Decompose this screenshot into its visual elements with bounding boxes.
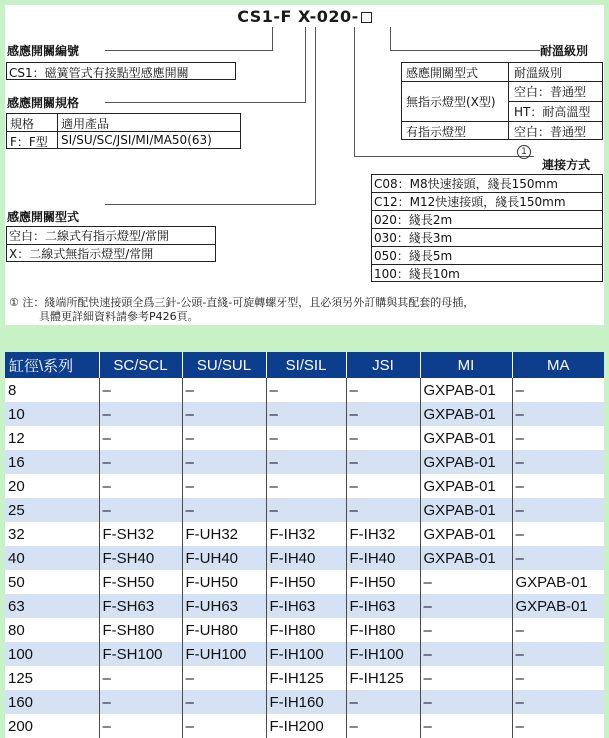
- connector-row: C12：M12快速接頭，綫長150mm: [372, 193, 602, 211]
- cell-bore: 8: [5, 378, 99, 402]
- option-box-icon: [361, 12, 372, 23]
- cell-sc-scl: –: [99, 450, 182, 474]
- connector-row: 100：綫長10m: [374, 267, 460, 281]
- cell-si-sil: –: [266, 426, 346, 450]
- cell-jsi: –: [346, 714, 420, 738]
- header-bore-series: 缸徑\系列: [5, 352, 99, 378]
- cell-si-sil: –: [266, 402, 346, 426]
- cell-sc-scl: –: [99, 378, 182, 402]
- cell-si-sil: –: [266, 498, 346, 522]
- cell-ma: GXPAB-01: [512, 570, 604, 594]
- cell-si-sil: –: [266, 474, 346, 498]
- cell-si-sil: F-IH100: [266, 642, 346, 666]
- note-marker-icon: 1: [517, 145, 531, 159]
- cell-bore: 20: [5, 474, 99, 498]
- switch-model-value: CS1：磁簧管式有接點型感應開關: [9, 66, 189, 80]
- cell-bore: 160: [5, 690, 99, 714]
- header-su-sul: SU/SUL: [182, 352, 266, 378]
- cell-sc-scl: –: [99, 690, 182, 714]
- cell-sc-scl: F-SH63: [99, 594, 182, 618]
- switch-type-box: [6, 226, 216, 262]
- switch-type-row-1: 空白：二線式有指示燈型/常開: [7, 227, 215, 245]
- cell-ma: –: [512, 450, 604, 474]
- cell-ma: –: [512, 618, 604, 642]
- cell-bore: 25: [5, 498, 99, 522]
- temp-header-left: 感應開關型式: [406, 66, 479, 80]
- sensor-selection-table: [5, 352, 604, 738]
- cell-si-sil: –: [266, 450, 346, 474]
- cell-ma: –: [512, 642, 604, 666]
- table-row: [5, 714, 604, 738]
- header-sc-scl: SC/SCL: [99, 352, 182, 378]
- cell-ma: –: [512, 402, 604, 426]
- cell-su-sul: –: [182, 450, 266, 474]
- cell-jsi: –: [346, 426, 420, 450]
- cell-mi: GXPAB-01: [420, 522, 512, 546]
- cell-sc-scl: F-SH100: [99, 642, 182, 666]
- leader-line: [354, 27, 355, 157]
- cell-sc-scl: –: [99, 402, 182, 426]
- leader-line: [105, 50, 273, 51]
- cell-su-sul: –: [182, 402, 266, 426]
- cell-sc-scl: –: [99, 666, 182, 690]
- cell-jsi: –: [346, 378, 420, 402]
- table-row: [5, 666, 604, 690]
- cell-su-sul: F-UH40: [182, 546, 266, 570]
- footnote-line-2: 具體更詳細資料請參考P426頁。: [39, 310, 199, 323]
- table-row: [5, 594, 604, 618]
- cell-jsi: –: [346, 474, 420, 498]
- cell-bore: 12: [5, 426, 99, 450]
- cell-jsi: F-IH125: [346, 666, 420, 690]
- table-row: [5, 378, 604, 402]
- temp-row1-right-b: HT：耐高溫型: [514, 105, 591, 119]
- cell-su-sul: F-UH100: [182, 642, 266, 666]
- cell-jsi: –: [346, 498, 420, 522]
- cell-mi: GXPAB-01: [420, 402, 512, 426]
- model-code-prefix: CS1-F X-020-: [237, 7, 359, 26]
- cell-mi: GXPAB-01: [420, 378, 512, 402]
- cell-ma: –: [512, 522, 604, 546]
- connector-row: 030：綫長3m: [372, 229, 602, 247]
- cell-ma: GXPAB-01: [512, 594, 604, 618]
- table-row: [5, 642, 604, 666]
- spec-divider: [57, 114, 58, 148]
- cell-jsi: F-IH40: [346, 546, 420, 570]
- cell-sc-scl: F-SH50: [99, 570, 182, 594]
- leader-line: [315, 27, 316, 205]
- table-row: [5, 546, 604, 570]
- cell-su-sul: –: [182, 690, 266, 714]
- leader-line: [305, 27, 306, 103]
- cell-mi: –: [420, 690, 512, 714]
- cell-sc-scl: –: [99, 498, 182, 522]
- cell-si-sil: F-IH50: [266, 570, 346, 594]
- spec-header-left: 規格: [10, 117, 35, 131]
- cell-su-sul: F-UH50: [182, 570, 266, 594]
- cell-jsi: –: [346, 690, 420, 714]
- switch-type-row-2: X：二線式無指示燈型/常開: [9, 247, 154, 261]
- temp-row1-right-a: 空白：普通型: [514, 85, 587, 99]
- leader-line: [390, 27, 391, 51]
- cell-jsi: –: [346, 402, 420, 426]
- cell-jsi: F-IH63: [346, 594, 420, 618]
- table-row: [5, 498, 604, 522]
- table-header-row: [5, 352, 604, 378]
- cell-ma: –: [512, 666, 604, 690]
- cell-su-sul: –: [182, 666, 266, 690]
- cell-jsi: –: [346, 450, 420, 474]
- cell-mi: GXPAB-01: [420, 498, 512, 522]
- cell-su-sul: –: [182, 378, 266, 402]
- leader-line: [105, 102, 306, 103]
- cell-si-sil: F-IH63: [266, 594, 346, 618]
- table-row: [5, 474, 604, 498]
- table-row: [5, 690, 604, 714]
- cell-mi: –: [420, 714, 512, 738]
- cell-mi: –: [420, 570, 512, 594]
- temp-class-title: 耐溫級別: [540, 44, 589, 58]
- cell-si-sil: F-IH40: [266, 546, 346, 570]
- cell-ma: –: [512, 378, 604, 402]
- cell-jsi: F-IH32: [346, 522, 420, 546]
- cell-su-sul: –: [182, 474, 266, 498]
- cell-bore: 10: [5, 402, 99, 426]
- cell-si-sil: F-IH125: [266, 666, 346, 690]
- cell-si-sil: F-IH200: [266, 714, 346, 738]
- cell-bore: 100: [5, 642, 99, 666]
- header-ma: MA: [512, 352, 604, 378]
- leader-line: [105, 204, 316, 205]
- cell-mi: GXPAB-01: [420, 546, 512, 570]
- cell-su-sul: –: [182, 426, 266, 450]
- cell-bore: 63: [5, 594, 99, 618]
- cell-ma: –: [512, 714, 604, 738]
- cell-su-sul: –: [182, 714, 266, 738]
- cell-sc-scl: –: [99, 474, 182, 498]
- cell-bore: 200: [5, 714, 99, 738]
- table-row: [5, 570, 604, 594]
- cell-su-sul: –: [182, 498, 266, 522]
- cell-si-sil: F-IH160: [266, 690, 346, 714]
- temp-row1-left: 無指示燈型(X型): [406, 95, 496, 109]
- cell-bore: 50: [5, 570, 99, 594]
- switch-model-title: 感應開關編號: [7, 44, 80, 58]
- cell-su-sul: F-UH80: [182, 618, 266, 642]
- temp-row2-right: 空白：普通型: [514, 125, 587, 139]
- cell-bore: 125: [5, 666, 99, 690]
- cell-ma: –: [512, 474, 604, 498]
- switch-model-box: [6, 62, 236, 80]
- cell-si-sil: F-IH32: [266, 522, 346, 546]
- header-si-sil: SI/SIL: [266, 352, 346, 378]
- leader-line: [390, 50, 540, 51]
- leader-line: [354, 156, 534, 157]
- table-row: [5, 426, 604, 450]
- switch-type-title: 感應開關型式: [7, 210, 80, 224]
- cell-sc-scl: –: [99, 426, 182, 450]
- spec-row-right: SI/SU/SC/JSI/MI/MA50(63): [61, 133, 212, 147]
- spec-header-row: [7, 114, 240, 132]
- footnote: [9, 296, 474, 324]
- table-body: [5, 378, 604, 738]
- cell-su-sul: F-UH32: [182, 522, 266, 546]
- connector-row: 020：綫長2m: [372, 211, 602, 229]
- cell-si-sil: F-IH80: [266, 618, 346, 642]
- cell-sc-scl: –: [99, 714, 182, 738]
- cell-bore: 16: [5, 450, 99, 474]
- cell-mi: GXPAB-01: [420, 450, 512, 474]
- cell-sc-scl: F-SH80: [99, 618, 182, 642]
- cell-sc-scl: F-SH32: [99, 522, 182, 546]
- cell-mi: GXPAB-01: [420, 426, 512, 450]
- model-code-diagram: [5, 5, 604, 325]
- temp-row2-left: 有指示燈型: [406, 125, 467, 139]
- header-mi: MI: [420, 352, 512, 378]
- temp-row-line: [508, 101, 602, 102]
- cell-ma: –: [512, 498, 604, 522]
- cell-si-sil: –: [266, 378, 346, 402]
- table-row: [5, 450, 604, 474]
- cell-mi: –: [420, 642, 512, 666]
- model-code: [5, 7, 604, 26]
- cell-ma: –: [512, 426, 604, 450]
- header-jsi: JSI: [346, 352, 420, 378]
- connector-title: 連接方式: [542, 158, 591, 172]
- temp-row-line: [402, 121, 602, 122]
- table-row: [5, 618, 604, 642]
- cell-ma: –: [512, 546, 604, 570]
- connector-row: C08：M8快速接頭，綫長150mm: [372, 175, 602, 193]
- cell-jsi: F-IH100: [346, 642, 420, 666]
- cell-mi: –: [420, 594, 512, 618]
- cell-sc-scl: F-SH40: [99, 546, 182, 570]
- cell-ma: –: [512, 690, 604, 714]
- leader-line: [272, 27, 273, 51]
- connector-row: 050：綫長5m: [372, 247, 602, 265]
- cell-jsi: F-IH80: [346, 618, 420, 642]
- cell-bore: 32: [5, 522, 99, 546]
- cell-jsi: F-IH50: [346, 570, 420, 594]
- switch-spec-title: 感應開關規格: [7, 96, 80, 110]
- switch-spec-box: [6, 113, 241, 149]
- temp-row-line: [402, 81, 602, 82]
- temp-header-right: 耐溫級別: [514, 66, 563, 80]
- table-row: [5, 522, 604, 546]
- footnote-line-1: ① 注：綫端所配快速接頭全爲三針-公頭-直綫-可旋轉螺牙型，且必須另外訂購與其配套的母插，: [9, 296, 475, 309]
- cell-mi: –: [420, 618, 512, 642]
- cell-bore: 80: [5, 618, 99, 642]
- spec-row-left: F：F型: [10, 135, 48, 149]
- connector-box: [371, 174, 603, 282]
- cell-mi: GXPAB-01: [420, 474, 512, 498]
- cell-su-sul: F-UH63: [182, 594, 266, 618]
- spec-header-right: 適用產品: [61, 117, 110, 131]
- cell-bore: 40: [5, 546, 99, 570]
- temp-class-box: [401, 62, 603, 140]
- cell-mi: –: [420, 666, 512, 690]
- table-row: [5, 402, 604, 426]
